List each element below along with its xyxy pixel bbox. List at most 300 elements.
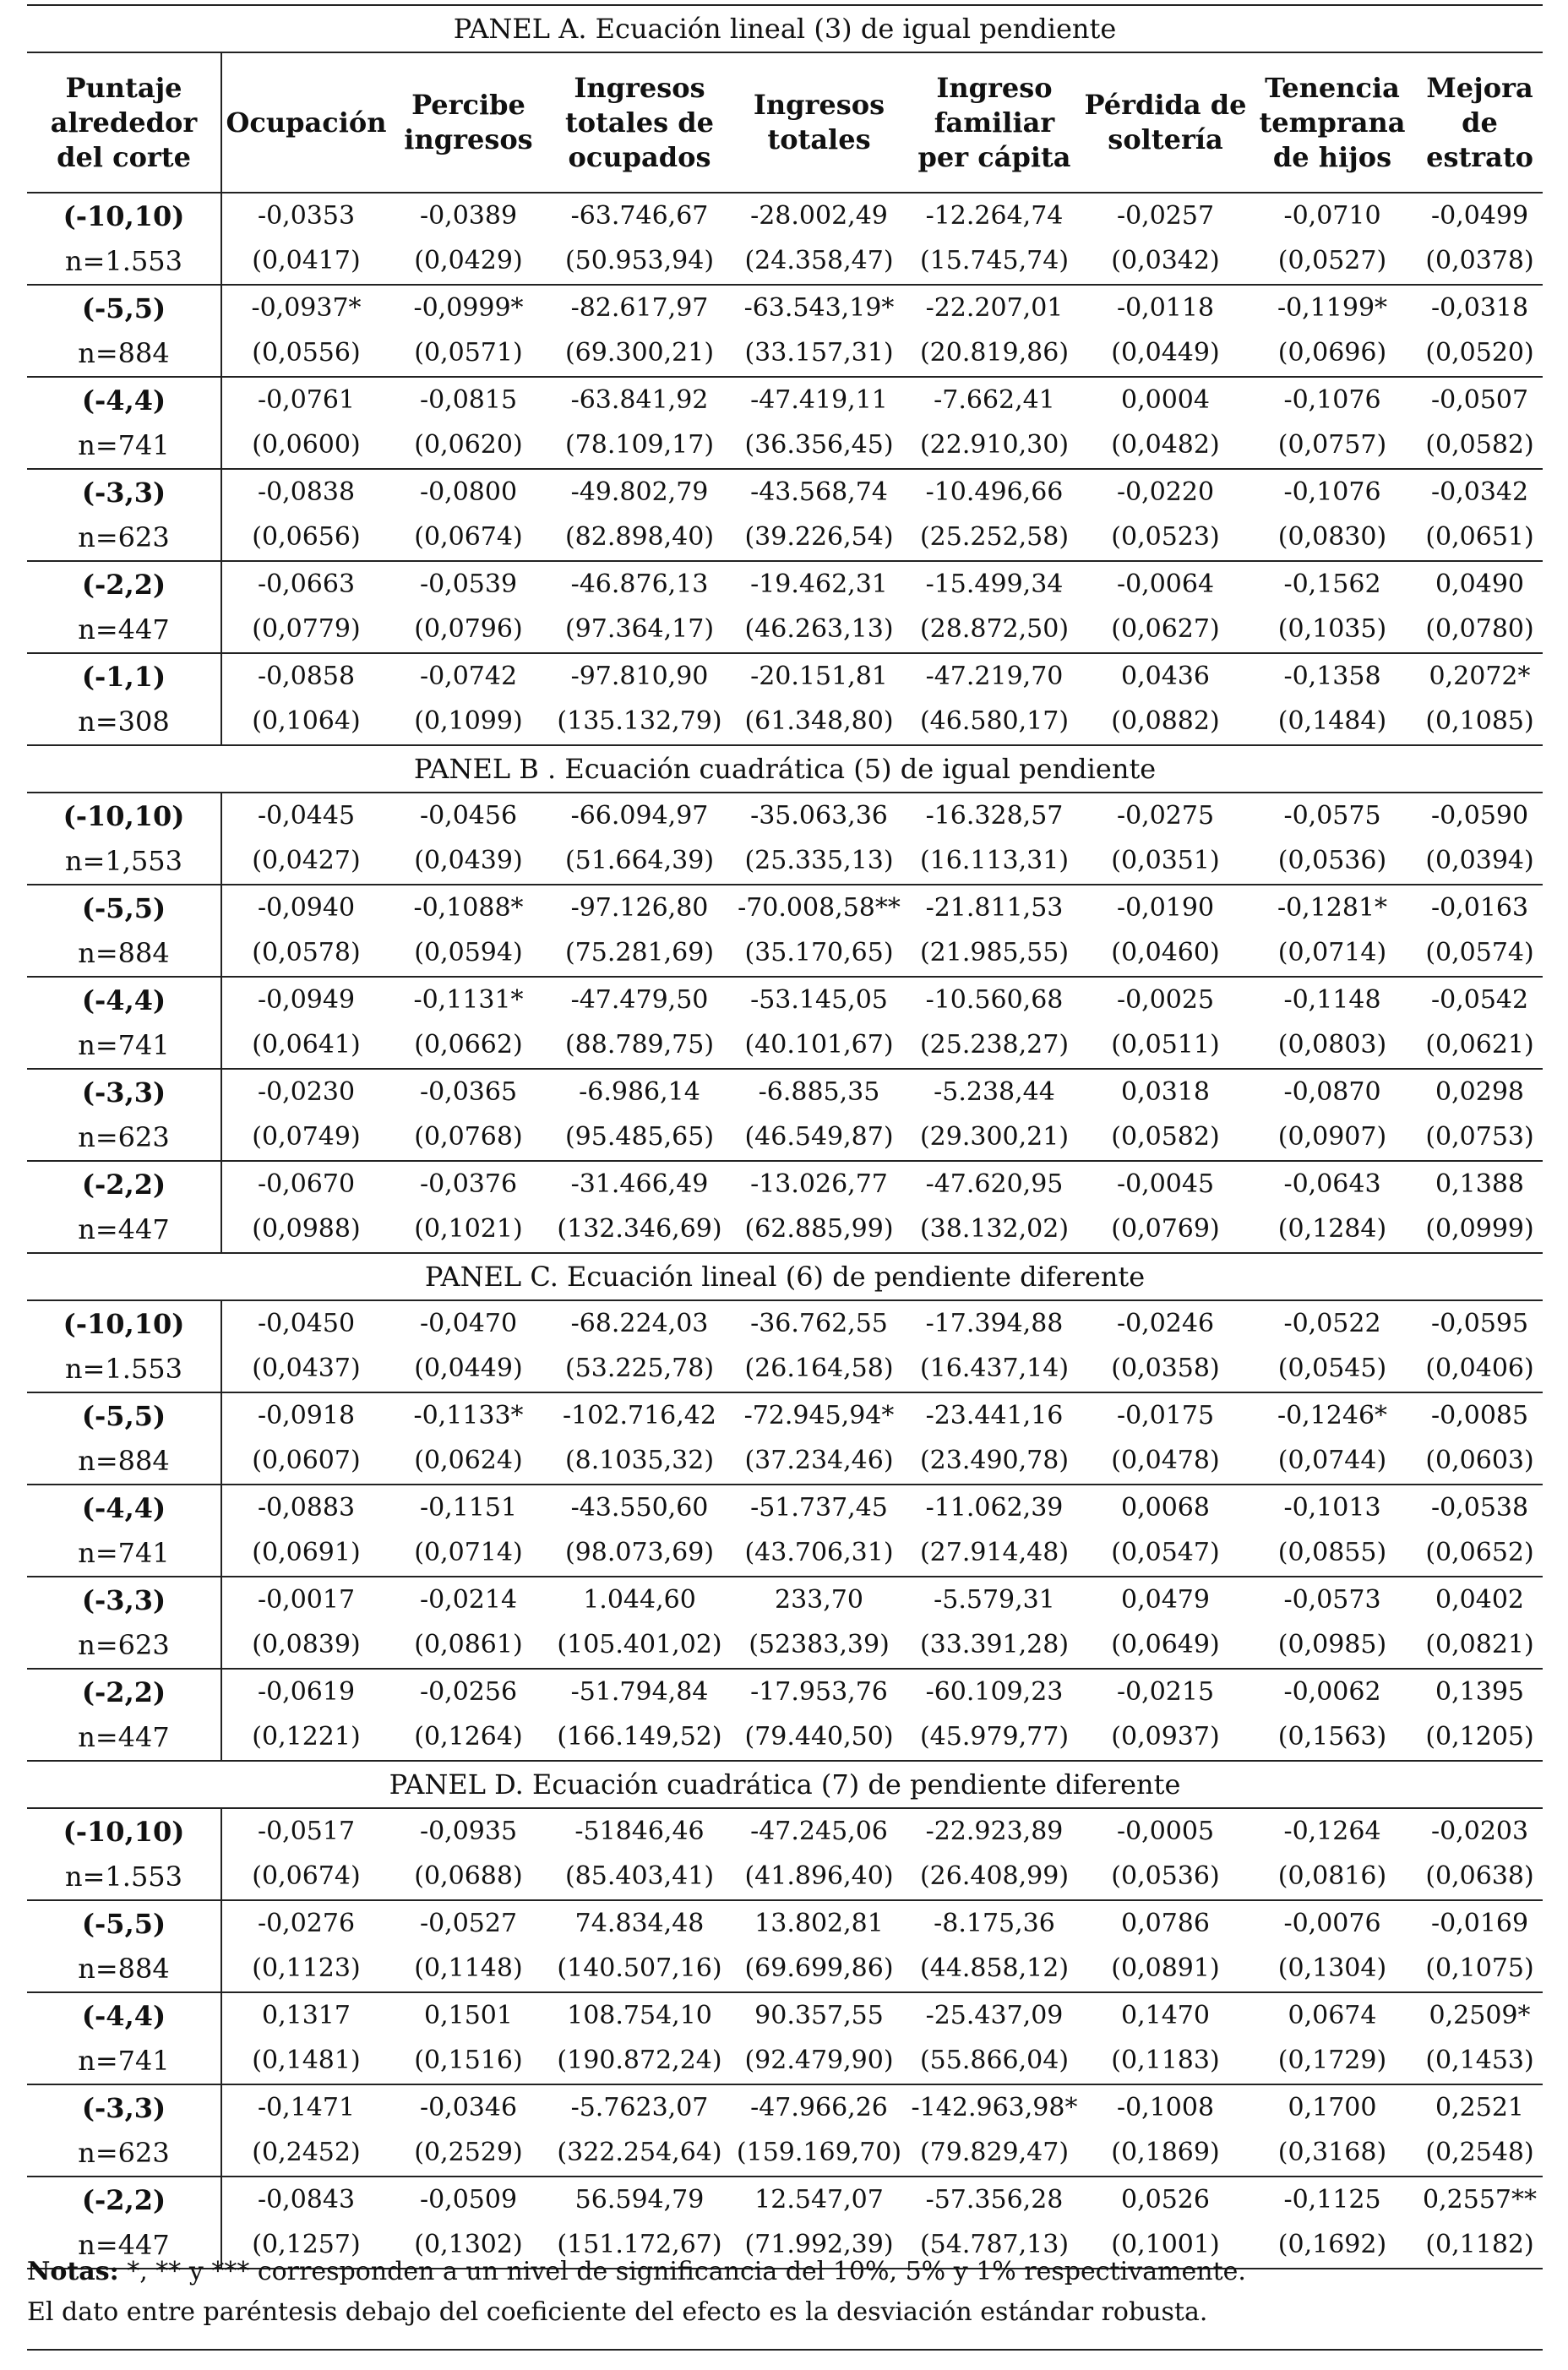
std-error-cell: (0,1516) xyxy=(414,2046,523,2075)
coefficient-cell: 0,0526 xyxy=(1083,2177,1248,2222)
coefficient-cell: -0,0800 xyxy=(390,469,547,515)
coefficient-cell: -102.716,42 xyxy=(547,1392,732,1438)
coefficient-cell: -0,0456 xyxy=(390,793,547,838)
coefficient-row xyxy=(27,1485,1543,1530)
coefficient-cell: -0,0389 xyxy=(390,193,547,238)
regression-table-container xyxy=(27,4,1543,2269)
bandwidth-label: (-2,2) xyxy=(27,2177,221,2222)
std-error-cell: (0,0999) xyxy=(1425,1214,1534,1244)
std-error-cell: (0,0394) xyxy=(1425,846,1534,875)
coefficient-cell: -47.419,11 xyxy=(732,377,906,422)
sample-size-label: n=884 xyxy=(27,1946,221,1992)
bandwidth-label: (-3,3) xyxy=(27,2084,221,2130)
coefficient-cell: -0,0539 xyxy=(390,561,547,607)
std-error-cell: (0,0578) xyxy=(252,938,361,967)
std-error-cell: (50.953,94) xyxy=(564,246,715,275)
std-error-cell: (0,1064) xyxy=(252,706,361,736)
coefficient-cell: -0,0005 xyxy=(1083,1808,1248,1854)
std-error-cell: (53.225,78) xyxy=(564,1354,715,1383)
coefficient-cell: -0,0843 xyxy=(221,2177,390,2222)
notes-line-2: El dato entre paréntesis debajo del coeficiente del efecto es la desviación estándar robusta. xyxy=(27,2297,1208,2327)
sample-size-label: n=1.553 xyxy=(27,238,221,285)
bandwidth-label: (-5,5) xyxy=(27,285,221,330)
coefficient-cell: -0,0246 xyxy=(1083,1300,1248,1346)
coefficient-cell: 108.754,10 xyxy=(547,1992,732,2038)
coefficient-cell: -31.466,49 xyxy=(547,1161,732,1207)
std-error-row xyxy=(27,1946,1543,1992)
column-header: Ingresos totales xyxy=(753,89,885,155)
coefficient-cell: 0,1700 xyxy=(1248,2084,1417,2130)
std-error-cell: (0,0985) xyxy=(1277,1630,1387,1659)
coefficient-cell: 0,1395 xyxy=(1417,1669,1543,1714)
std-error-cell: (0,0891) xyxy=(1111,1953,1220,1983)
std-error-cell: (0,0582) xyxy=(1425,430,1534,460)
bandwidth-label: (-3,3) xyxy=(27,1577,221,1622)
std-error-cell: (0,1075) xyxy=(1425,1953,1534,1983)
coefficient-cell: -36.762,55 xyxy=(732,1300,906,1346)
std-error-cell: (0,0627) xyxy=(1111,614,1220,644)
coefficient-row xyxy=(27,793,1543,838)
coefficient-cell: -0,0838 xyxy=(221,469,390,515)
coefficient-cell: -0,0318 xyxy=(1417,285,1543,330)
std-error-cell: (79.440,50) xyxy=(744,1722,894,1752)
column-header: Ingresos totales de ocupados xyxy=(564,71,715,173)
std-error-cell: (82.898,40) xyxy=(564,522,715,552)
std-error-cell: (24.358,47) xyxy=(744,246,894,275)
coefficient-cell: -0,1088* xyxy=(390,885,547,930)
std-error-cell: (41.896,40) xyxy=(744,1861,894,1891)
coefficient-cell: -0,0815 xyxy=(390,377,547,422)
bandwidth-label: (-10,10) xyxy=(27,1808,221,1854)
coefficient-cell: -35.063,36 xyxy=(732,793,906,838)
coefficient-cell: 0,2557** xyxy=(1417,2177,1543,2222)
std-error-row xyxy=(27,238,1543,285)
std-error-cell: (0,0520) xyxy=(1425,338,1534,368)
std-error-cell: (159.169,70) xyxy=(736,2138,902,2167)
std-error-cell: (0,0406) xyxy=(1425,1354,1534,1383)
coefficient-cell: -0,0076 xyxy=(1248,1900,1417,1946)
coefficient-cell: -51.737,45 xyxy=(732,1485,906,1530)
coefficient-cell: 0,0318 xyxy=(1083,1069,1248,1114)
stub-header: Puntaje alrededor del corte xyxy=(27,52,221,193)
coefficient-cell: -63.543,19* xyxy=(732,285,906,330)
coefficient-cell: -0,0940 xyxy=(221,885,390,930)
coefficient-cell: 90.357,55 xyxy=(732,1992,906,2038)
coefficient-cell: 0,0068 xyxy=(1083,1485,1248,1530)
coefficient-cell: -0,1133* xyxy=(390,1392,547,1438)
coefficient-cell: -0,0595 xyxy=(1417,1300,1543,1346)
std-error-cell: (43.706,31) xyxy=(744,1538,894,1567)
coefficient-cell: -0,0870 xyxy=(1248,1069,1417,1114)
coefficient-cell: -0,0470 xyxy=(390,1300,547,1346)
std-error-cell: (0,1182) xyxy=(1417,2222,1543,2269)
coefficient-cell: 0,0786 xyxy=(1083,1900,1248,1946)
std-error-cell: (15.745,74) xyxy=(919,246,1070,275)
coefficient-cell: -0,0858 xyxy=(221,653,390,699)
std-error-cell: (33.157,31) xyxy=(744,338,894,368)
coefficient-cell: -0,0275 xyxy=(1083,793,1248,838)
std-error-cell: (28.872,50) xyxy=(919,614,1070,644)
std-error-cell: (75.281,69) xyxy=(564,938,715,967)
coefficient-cell: -0,1358 xyxy=(1248,653,1417,699)
coefficient-cell: -0,0203 xyxy=(1417,1808,1543,1854)
std-error-cell: (0,1481) xyxy=(252,2046,361,2075)
sample-size-label: n=884 xyxy=(27,330,221,377)
std-error-cell: (44.858,12) xyxy=(919,1953,1070,1983)
std-error-cell: (0,0796) xyxy=(414,614,523,644)
coefficient-row xyxy=(27,469,1543,515)
coefficient-cell: -0,0045 xyxy=(1083,1161,1248,1207)
std-error-cell: (0,0714) xyxy=(1277,938,1387,967)
coefficient-cell: -17.953,76 xyxy=(732,1669,906,1714)
std-error-cell: (0,0547) xyxy=(1111,1538,1220,1567)
std-error-cell: (0,1284) xyxy=(1277,1214,1387,1244)
std-error-cell: (0,0907) xyxy=(1277,1122,1387,1152)
coefficient-cell: -7.662,41 xyxy=(906,377,1083,422)
coefficient-cell: -63.841,92 xyxy=(547,377,732,422)
std-error-cell: (0,0429) xyxy=(414,246,523,275)
std-error-cell: (0,0769) xyxy=(1111,1214,1220,1244)
coefficient-cell: -6.986,14 xyxy=(547,1069,732,1114)
std-error-cell: (33.391,28) xyxy=(919,1630,1070,1659)
coefficient-cell: -0,1076 xyxy=(1248,469,1417,515)
panel-title-row xyxy=(27,1761,1543,1808)
bandwidth-label: (-3,3) xyxy=(27,469,221,515)
coefficient-cell: -0,0376 xyxy=(390,1161,547,1207)
std-error-cell: (0,0582) xyxy=(1111,1122,1220,1152)
std-error-cell: (26.408,99) xyxy=(919,1861,1070,1891)
coefficient-cell: -0,0663 xyxy=(221,561,390,607)
coefficient-cell: -0,0085 xyxy=(1417,1392,1543,1438)
std-error-cell: (0,0696) xyxy=(1277,338,1387,368)
std-error-row xyxy=(27,699,1543,745)
coefficient-cell: 0,0402 xyxy=(1417,1577,1543,1622)
coefficient-cell: -0,0949 xyxy=(221,977,390,1022)
coefficient-cell: -0,0365 xyxy=(390,1069,547,1114)
bottom-rule xyxy=(27,2349,1543,2351)
coefficient-row xyxy=(27,885,1543,930)
sample-size-label: n=741 xyxy=(27,422,221,469)
std-error-row xyxy=(27,515,1543,561)
coefficient-cell: -0,0670 xyxy=(221,1161,390,1207)
std-error-cell: (0,1123) xyxy=(252,1953,361,1983)
coefficient-cell: -0,0276 xyxy=(221,1900,390,1946)
std-error-cell: (85.403,41) xyxy=(564,1861,715,1891)
panel-title-row xyxy=(27,1253,1543,1300)
std-error-cell: (36.356,45) xyxy=(744,430,894,460)
coefficient-cell: 0,2072* xyxy=(1417,653,1543,699)
std-error-cell: (0,1035) xyxy=(1277,614,1387,644)
coefficient-row xyxy=(27,1992,1543,2038)
coefficient-cell: 0,2509* xyxy=(1417,1992,1543,2038)
coefficient-row xyxy=(27,1808,1543,1854)
coefficient-cell: -0,0538 xyxy=(1417,1485,1543,1530)
std-error-cell: (46.263,13) xyxy=(744,614,894,644)
std-error-cell: (0,0437) xyxy=(252,1354,361,1383)
coefficient-cell: -0,0509 xyxy=(390,2177,547,2222)
coefficient-cell: -0,0175 xyxy=(1083,1392,1248,1438)
std-error-cell: (0,0427) xyxy=(252,846,361,875)
coefficient-cell: -16.328,57 xyxy=(906,793,1083,838)
coefficient-cell: -28.002,49 xyxy=(732,193,906,238)
bandwidth-label: (-5,5) xyxy=(27,1900,221,1946)
coefficient-cell: -8.175,36 xyxy=(906,1900,1083,1946)
std-error-cell: (8.1035,32) xyxy=(564,1446,715,1475)
std-error-cell: (0,0749) xyxy=(252,1122,361,1152)
std-error-cell: (0,0855) xyxy=(1277,1538,1387,1567)
coefficient-cell: -97.126,80 xyxy=(547,885,732,930)
notes-line-1 xyxy=(27,2252,1543,2292)
coefficient-cell: -0,1246* xyxy=(1248,1392,1417,1438)
std-error-cell: (40.101,67) xyxy=(744,1030,894,1060)
coefficient-cell: -43.550,60 xyxy=(547,1485,732,1530)
std-error-cell: (0,1257) xyxy=(221,2222,390,2269)
std-error-cell: (0,0527) xyxy=(1277,246,1387,275)
std-error-cell: (0,0536) xyxy=(1111,1861,1220,1891)
coefficient-cell: -19.462,31 xyxy=(732,561,906,607)
coefficient-cell: -68.224,03 xyxy=(547,1300,732,1346)
coefficient-cell: -47.620,95 xyxy=(906,1161,1083,1207)
coefficient-cell: -70.008,58** xyxy=(732,885,906,930)
std-error-cell: (0,0714) xyxy=(414,1538,523,1567)
coefficient-cell: -43.568,74 xyxy=(732,469,906,515)
coefficient-row xyxy=(27,377,1543,422)
std-error-cell: (0,0649) xyxy=(1111,1630,1220,1659)
std-error-cell: (0,0753) xyxy=(1425,1122,1534,1152)
std-error-cell: (46.549,87) xyxy=(744,1122,894,1152)
std-error-row xyxy=(27,930,1543,977)
notes-label: Notas: xyxy=(27,2257,119,2286)
coefficient-cell: -0,0025 xyxy=(1083,977,1248,1022)
coefficient-cell: -0,0256 xyxy=(390,1669,547,1714)
coefficient-cell: -142.963,98* xyxy=(906,2084,1083,2130)
column-header: Mejora de estrato xyxy=(1426,71,1533,173)
std-error-row xyxy=(27,1714,1543,1761)
sample-size-label: n=623 xyxy=(27,2130,221,2177)
bandwidth-label: (-5,5) xyxy=(27,1392,221,1438)
std-error-cell: (0,0674) xyxy=(252,1861,361,1891)
std-error-cell: (20.819,86) xyxy=(919,338,1070,368)
coefficient-cell: -0,0215 xyxy=(1083,1669,1248,1714)
std-error-cell: (0,0620) xyxy=(414,430,523,460)
std-error-cell: (0,0621) xyxy=(1425,1030,1534,1060)
std-error-cell: (0,0460) xyxy=(1111,938,1220,967)
std-error-cell: (0,1001) xyxy=(1083,2222,1248,2269)
std-error-cell: (26.164,58) xyxy=(744,1354,894,1383)
std-error-cell: (69.300,21) xyxy=(564,338,715,368)
coefficient-cell: -13.026,77 xyxy=(732,1161,906,1207)
coefficient-cell: -0,1131* xyxy=(390,977,547,1022)
coefficient-cell: -0,0575 xyxy=(1248,793,1417,838)
coefficient-row xyxy=(27,1669,1543,1714)
std-error-cell: (0,0688) xyxy=(414,1861,523,1891)
coefficient-cell: -0,0163 xyxy=(1417,885,1543,930)
std-error-cell: (0,0638) xyxy=(1425,1861,1534,1891)
std-error-row xyxy=(27,422,1543,469)
std-error-cell: (0,0556) xyxy=(252,338,361,368)
coefficient-cell: -47.245,06 xyxy=(732,1808,906,1854)
coefficient-cell: -0,0937* xyxy=(221,285,390,330)
sample-size-label: n=447 xyxy=(27,2222,221,2269)
std-error-cell: (0,0351) xyxy=(1111,846,1220,875)
coefficient-cell: 0,1388 xyxy=(1417,1161,1543,1207)
sample-size-label: n=741 xyxy=(27,1022,221,1069)
std-error-cell: (79.829,47) xyxy=(919,2138,1070,2167)
std-error-cell: (0,0652) xyxy=(1425,1538,1534,1567)
coefficient-cell: -11.062,39 xyxy=(906,1485,1083,1530)
std-error-cell: (22.910,30) xyxy=(919,430,1070,460)
bandwidth-label: (-10,10) xyxy=(27,793,221,838)
std-error-cell: (0,0674) xyxy=(414,522,523,552)
coefficient-cell: -22.207,01 xyxy=(906,285,1083,330)
std-error-cell: (71.992,39) xyxy=(732,2222,906,2269)
std-error-cell: (190.872,24) xyxy=(557,2046,722,2075)
sample-size-label: n=623 xyxy=(27,1114,221,1161)
coefficient-cell: -49.802,79 xyxy=(547,469,732,515)
coefficient-cell: -5.7623,07 xyxy=(547,2084,732,2130)
std-error-cell: (0,0937) xyxy=(1111,1722,1220,1752)
coefficient-cell: -23.441,16 xyxy=(906,1392,1083,1438)
std-error-cell: (0,1085) xyxy=(1425,706,1534,736)
std-error-cell: (54.787,13) xyxy=(906,2222,1083,2269)
std-error-cell: (0,1304) xyxy=(1277,1953,1387,1983)
bandwidth-label: (-4,4) xyxy=(27,977,221,1022)
std-error-cell: (0,3168) xyxy=(1277,2138,1387,2167)
std-error-cell: (0,0449) xyxy=(1111,338,1220,368)
coefficient-cell: -0,0118 xyxy=(1083,285,1248,330)
coefficient-cell: -6.885,35 xyxy=(732,1069,906,1114)
std-error-cell: (0,0439) xyxy=(414,846,523,875)
panel-title-row xyxy=(27,745,1543,793)
std-error-cell: (140.507,16) xyxy=(557,1953,722,1983)
std-error-cell: (0,1563) xyxy=(1277,1722,1387,1752)
coefficient-cell: -0,0935 xyxy=(390,1808,547,1854)
std-error-cell: (0,1099) xyxy=(414,706,523,736)
std-error-cell: (0,1183) xyxy=(1111,2046,1220,2075)
coefficient-cell: -0,0643 xyxy=(1248,1161,1417,1207)
std-error-cell: (0,0417) xyxy=(252,246,361,275)
coefficient-cell: -0,0517 xyxy=(221,1808,390,1854)
std-error-cell: (0,0779) xyxy=(252,614,361,644)
std-error-cell: (0,0571) xyxy=(414,338,523,368)
std-error-cell: (0,1484) xyxy=(1277,706,1387,736)
bandwidth-label: (-4,4) xyxy=(27,1485,221,1530)
coefficient-cell: -10.496,66 xyxy=(906,469,1083,515)
bandwidth-label: (-2,2) xyxy=(27,561,221,607)
std-error-cell: (55.866,04) xyxy=(919,2046,1070,2075)
std-error-cell: (0,1221) xyxy=(252,1722,361,1752)
coefficient-cell: -66.094,97 xyxy=(547,793,732,838)
coefficient-cell: 12.547,07 xyxy=(732,2177,906,2222)
std-error-cell: (97.364,17) xyxy=(564,614,715,644)
std-error-cell: (78.109,17) xyxy=(564,430,715,460)
bandwidth-label: (-4,4) xyxy=(27,1992,221,2038)
std-error-row xyxy=(27,838,1543,885)
std-error-cell: (0,0651) xyxy=(1425,522,1534,552)
bandwidth-label: (-2,2) xyxy=(27,1161,221,1207)
std-error-cell: (0,0523) xyxy=(1111,522,1220,552)
coefficient-cell: 0,1317 xyxy=(221,1992,390,2038)
std-error-cell: (0,1692) xyxy=(1248,2222,1417,2269)
coefficient-cell: -0,1125 xyxy=(1248,2177,1417,2222)
std-error-cell: (0,0594) xyxy=(414,938,523,967)
coefficient-cell: 0,1501 xyxy=(390,1992,547,2038)
sample-size-label: n=308 xyxy=(27,699,221,745)
coefficient-row xyxy=(27,1069,1543,1114)
coefficient-cell: 56.594,79 xyxy=(547,2177,732,2222)
coefficient-cell: 0,0490 xyxy=(1417,561,1543,607)
sample-size-label: n=884 xyxy=(27,1438,221,1485)
coefficient-cell: -57.356,28 xyxy=(906,2177,1083,2222)
std-error-cell: (135.132,79) xyxy=(557,706,722,736)
std-error-cell: (0,0861) xyxy=(414,1630,523,1659)
std-error-cell: (95.485,65) xyxy=(564,1122,715,1152)
coefficient-cell: -0,0064 xyxy=(1083,561,1248,607)
coefficient-cell: -0,0190 xyxy=(1083,885,1248,930)
coefficient-cell: -47.966,26 xyxy=(732,2084,906,2130)
coefficient-cell: -51.794,84 xyxy=(547,1669,732,1714)
std-error-cell: (25.335,13) xyxy=(744,846,894,875)
std-error-cell: (0,0511) xyxy=(1111,1030,1220,1060)
coefficient-cell: -0,0346 xyxy=(390,2084,547,2130)
bandwidth-label: (-10,10) xyxy=(27,193,221,238)
coefficient-cell: -0,0761 xyxy=(221,377,390,422)
std-error-cell: (51.664,39) xyxy=(564,846,715,875)
std-error-row xyxy=(27,1114,1543,1161)
coefficient-cell: -0,1151 xyxy=(390,1485,547,1530)
std-error-row xyxy=(27,1207,1543,1253)
std-error-cell: (45.979,77) xyxy=(919,1722,1070,1752)
coefficient-cell: 13.802,81 xyxy=(732,1900,906,1946)
coefficient-cell: -0,1281* xyxy=(1248,885,1417,930)
sample-size-label: n=447 xyxy=(27,1714,221,1761)
std-error-cell: (98.073,69) xyxy=(564,1538,715,1567)
coefficient-cell: -0,0230 xyxy=(221,1069,390,1114)
coefficient-cell: -0,0619 xyxy=(221,1669,390,1714)
coefficient-cell: -0,1008 xyxy=(1083,2084,1248,2130)
column-header: Pérdida de soltería xyxy=(1084,89,1247,155)
std-error-cell: (0,1021) xyxy=(414,1214,523,1244)
coefficient-cell: -53.145,05 xyxy=(732,977,906,1022)
std-error-cell: (23.490,78) xyxy=(919,1446,1070,1475)
coefficient-row xyxy=(27,2084,1543,2130)
coefficient-row xyxy=(27,977,1543,1022)
coefficient-cell: -63.746,67 xyxy=(547,193,732,238)
coefficient-row xyxy=(27,193,1543,238)
std-error-cell: (0,1869) xyxy=(1111,2138,1220,2167)
std-error-cell: (0,0342) xyxy=(1111,246,1220,275)
std-error-cell: (0,0607) xyxy=(252,1446,361,1475)
coefficient-cell: -25.437,09 xyxy=(906,1992,1083,2038)
std-error-cell: (27.914,48) xyxy=(919,1538,1070,1567)
std-error-cell: (0,0780) xyxy=(1425,614,1534,644)
std-error-row xyxy=(27,1622,1543,1669)
std-error-cell: (0,0600) xyxy=(252,430,361,460)
std-error-cell: (0,0768) xyxy=(414,1122,523,1152)
std-error-cell: (52383,39) xyxy=(749,1630,890,1659)
std-error-cell: (0,0757) xyxy=(1277,430,1387,460)
sample-size-label: n=447 xyxy=(27,1207,221,1253)
std-error-cell: (25.252,58) xyxy=(919,522,1070,552)
sample-size-label: n=1,553 xyxy=(27,838,221,885)
sample-size-label: n=884 xyxy=(27,930,221,977)
std-error-cell: (0,0482) xyxy=(1111,430,1220,460)
coefficient-row xyxy=(27,561,1543,607)
std-error-cell: (0,1302) xyxy=(390,2222,547,2269)
std-error-cell: (166.149,52) xyxy=(557,1722,722,1752)
std-error-cell: (16.113,31) xyxy=(919,846,1070,875)
std-error-cell: (0,1264) xyxy=(414,1722,523,1752)
